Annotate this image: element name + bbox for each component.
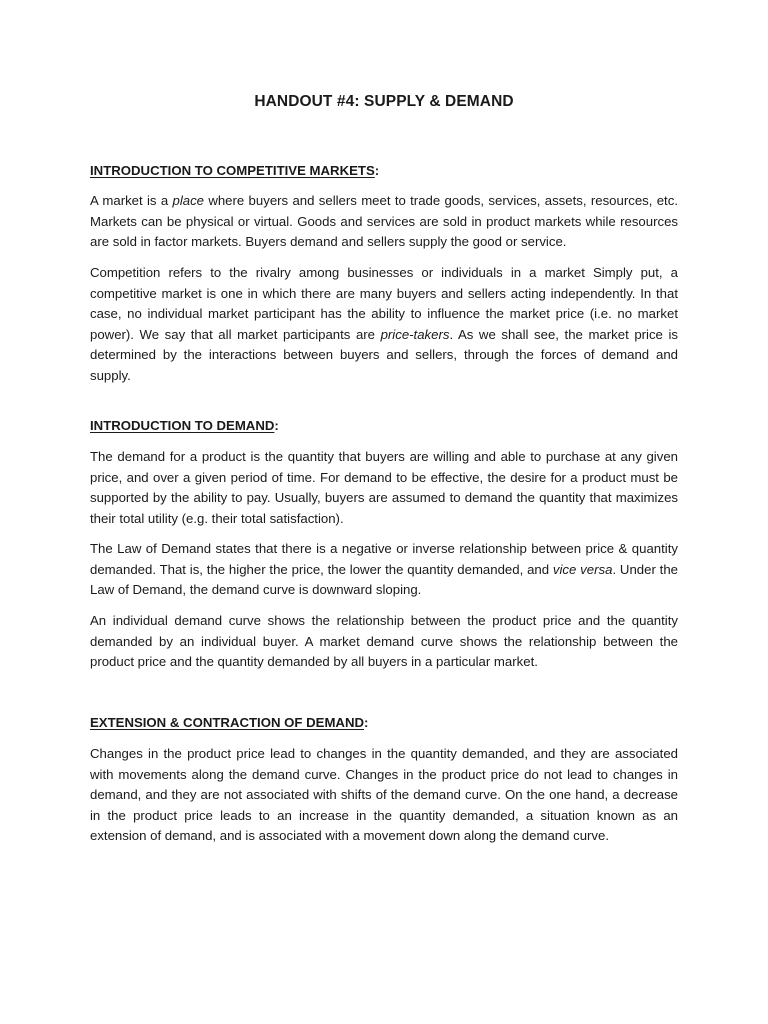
paragraph-emphasis: vice versa (552, 561, 613, 577)
section-heading-colon: : (274, 418, 279, 433)
paragraph-text: . As we shall see, the market price is determined by the interactions between buyers and sellers, through the forces of demand and supply. (90, 326, 678, 383)
paragraph-demand-curve: An individual demand curve shows the relationship between the product price and the quantity demanded by an individual buyer. A market demand curve shows the relationship between the product price and the quantity demanded by all buyers in a particular market. (90, 613, 678, 670)
paragraph-competition (90, 263, 678, 387)
section-heading-colon: : (364, 715, 369, 730)
section-heading-competitive-markets (90, 161, 379, 181)
document-title: HANDOUT #4: SUPPLY & DEMAND (254, 93, 514, 110)
paragraph-emphasis: price-takers (380, 326, 450, 342)
section-heading-text: INTRODUCTION TO DEMAND (90, 418, 275, 433)
section-heading-demand (90, 416, 279, 436)
paragraph-text: Competition refers to the rivalry among businesses or individuals in a market Simply put, a competitive market is one in which there are many buyers and sellers acting independently. In that case, no individual market participant has the ability to influence the market price (i.e. no market power). We say that all market participants are (90, 265, 678, 342)
section-heading-extension-contraction (90, 713, 368, 733)
paragraph-emphasis: place (172, 193, 205, 208)
paragraph-text: . Under the Law of Demand, the demand curve is downward sloping. (90, 561, 678, 598)
paragraph-market-definition (90, 191, 678, 253)
paragraph-text: The Law of Demand states that there is a negative or inverse relationship between price & quantity demanded. That is, the higher the price, the lower the quantity demanded, and (90, 541, 678, 577)
paragraph-text: A market is a (90, 193, 173, 208)
paragraph-extension-contraction: Changes in the product price lead to changes in the quantity demanded, and they are associated with movements along the demand curve. Changes in the product price do not lead to changes in demand, and they are not associated with shifts of the demand curve. On the one hand, a decrease in the product price leads to an increase in the quantity demanded, a situation known as an extension of demand, and is associated with a movement down along the demand curve. (90, 746, 678, 844)
paragraph-text: where buyers and sellers meet to trade goods, services, assets, resources, etc. Markets can be physical or virtual. Goods and services are sold in product markets while resources are sold in factor markets. Buyers demand and sellers supply the good or service. (90, 193, 678, 250)
paragraph-demand-definition: The demand for a product is the quantity that buyers are willing and able to purchase at any given price, and over a given period of time. For demand to be effective, the desire for a product must be supported by the ability to pay. Usually, buyers are assumed to demand the quantity that maximizes their total utility (e.g. their total satisfaction). (90, 449, 678, 526)
section-heading-text: EXTENSION & CONTRACTION OF DEMAND (90, 715, 365, 730)
paragraph-law-of-demand (90, 539, 678, 601)
section-heading-text: INTRODUCTION TO COMPETITIVE MARKETS (90, 163, 375, 178)
section-heading-colon: : (374, 163, 380, 178)
